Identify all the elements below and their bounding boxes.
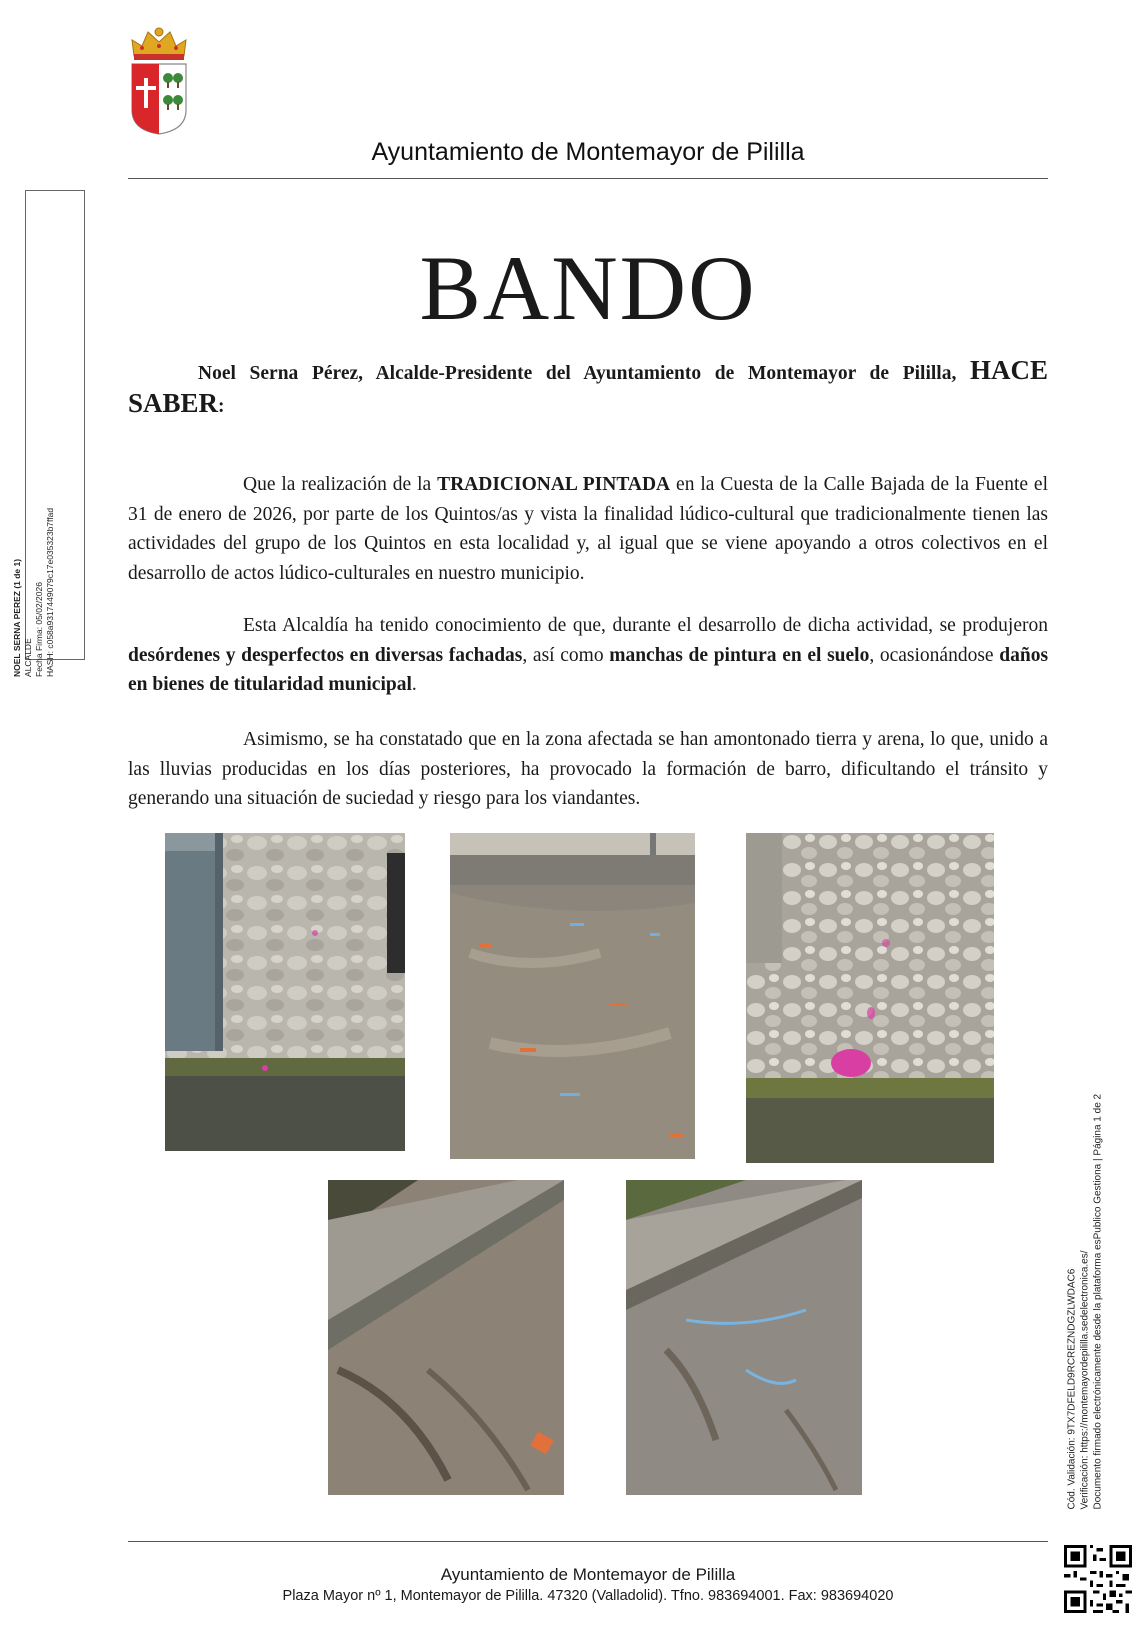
validation-url: Verificación: https://montemayordepililla.sedelectronica.es/ <box>1079 1250 1091 1510</box>
photo-stone-wall-paint <box>746 833 994 1163</box>
footer-address: Plaza Mayor nº 1, Montemayor de Pililla. 47320 (Valladolid). Tfno. 983694001. Fax: 983694020 <box>282 1588 894 1604</box>
validation-code: Cód. Validación: 9TX7DFELD9RCREZNDGZLWDAC6 <box>1066 1268 1078 1510</box>
photo-street-blue-paint <box>626 1180 862 1495</box>
intro-mayor-text: Noel Serna Pérez, Alcalde-Presidente del Ayuntamiento de Montemayor de <box>198 363 890 384</box>
intro-paragraph <box>128 356 1048 421</box>
header-divider <box>128 178 1048 179</box>
p1-bold-1: TRADICIONAL PINTADA <box>437 474 671 495</box>
signature-text <box>12 257 56 677</box>
signature-name: NOEL SERNA PEREZ (1 de 1) <box>12 558 22 677</box>
photo-muddy-street <box>450 833 695 1159</box>
qr-code[interactable] <box>1064 1545 1132 1613</box>
photo-curb-mud <box>328 1180 564 1495</box>
coat-of-arms-logo <box>128 26 190 138</box>
p2-bold-3: daños en bienes de titularidad municipal <box>128 644 1049 695</box>
photo-wall-door <box>165 833 405 1151</box>
paragraph-2 <box>128 611 1048 700</box>
p2-text-2: , así como <box>522 644 610 666</box>
p2-bold-1: desórdenes y desperfectos en diversas fachadas <box>128 644 523 666</box>
validation-platform: Documento firmado electrónicamente desde la plataforma esPublico Gestiona | Página 1 de 2 <box>1092 1093 1104 1510</box>
hace-saber: HACE SABER <box>128 355 1048 418</box>
p1-text-1: Que la realización de la <box>243 474 438 495</box>
signature-date: Fecha Firma: 05/02/2026 <box>34 582 44 677</box>
intro-town: Pililla, <box>902 363 970 384</box>
paragraph-1 <box>128 470 1048 588</box>
signature-role: ALCALDE <box>23 638 33 677</box>
paragraph-3: Asimismo, se ha constatado que en la zona afectada se han amontonado tierra y arena, lo que, unido a las lluvias producidas en los días posteriores, ha provocado la formación de barro, dificultando el tránsito y generando una situación de suciedad y riesgo para los viandantes. <box>128 729 1048 809</box>
validation-text <box>1066 1040 1105 1510</box>
footer-organization: Ayuntamiento de Montemayor de Pililla <box>440 1565 736 1584</box>
p1-text-2: en la Cuesta de la Calle Bajada de la Fuente el 31 de enero de 2026, por parte de los Quintos/as y vista la finalidad lúdico-cultural que tradicionalmente tienen las actividades del grupo de los Quintos en esta localidad y, al igual que se viene apoyando a otros colectivos en el desarrollo de actos lúdico-culturales en nuestro municipio. <box>128 474 1049 584</box>
p2-text-4: . <box>411 674 417 695</box>
header-organization: Ayuntamiento de Montemayor de Pililla <box>371 138 805 166</box>
intro-colon: : <box>218 395 225 417</box>
document-title: BANDO <box>419 237 757 339</box>
footer-divider <box>128 1541 1048 1542</box>
p2-text-1: Esta Alcaldía ha tenido conocimiento de que, durante el desarrollo de dicha actividad, se produjeron <box>243 615 1048 636</box>
p2-bold-2: manchas de pintura en el suelo <box>609 644 870 666</box>
p2-text-3: , ocasionándose <box>869 644 1000 666</box>
signature-hash: HASH: c058a9317449079c17e035323b7ffad <box>45 507 55 677</box>
